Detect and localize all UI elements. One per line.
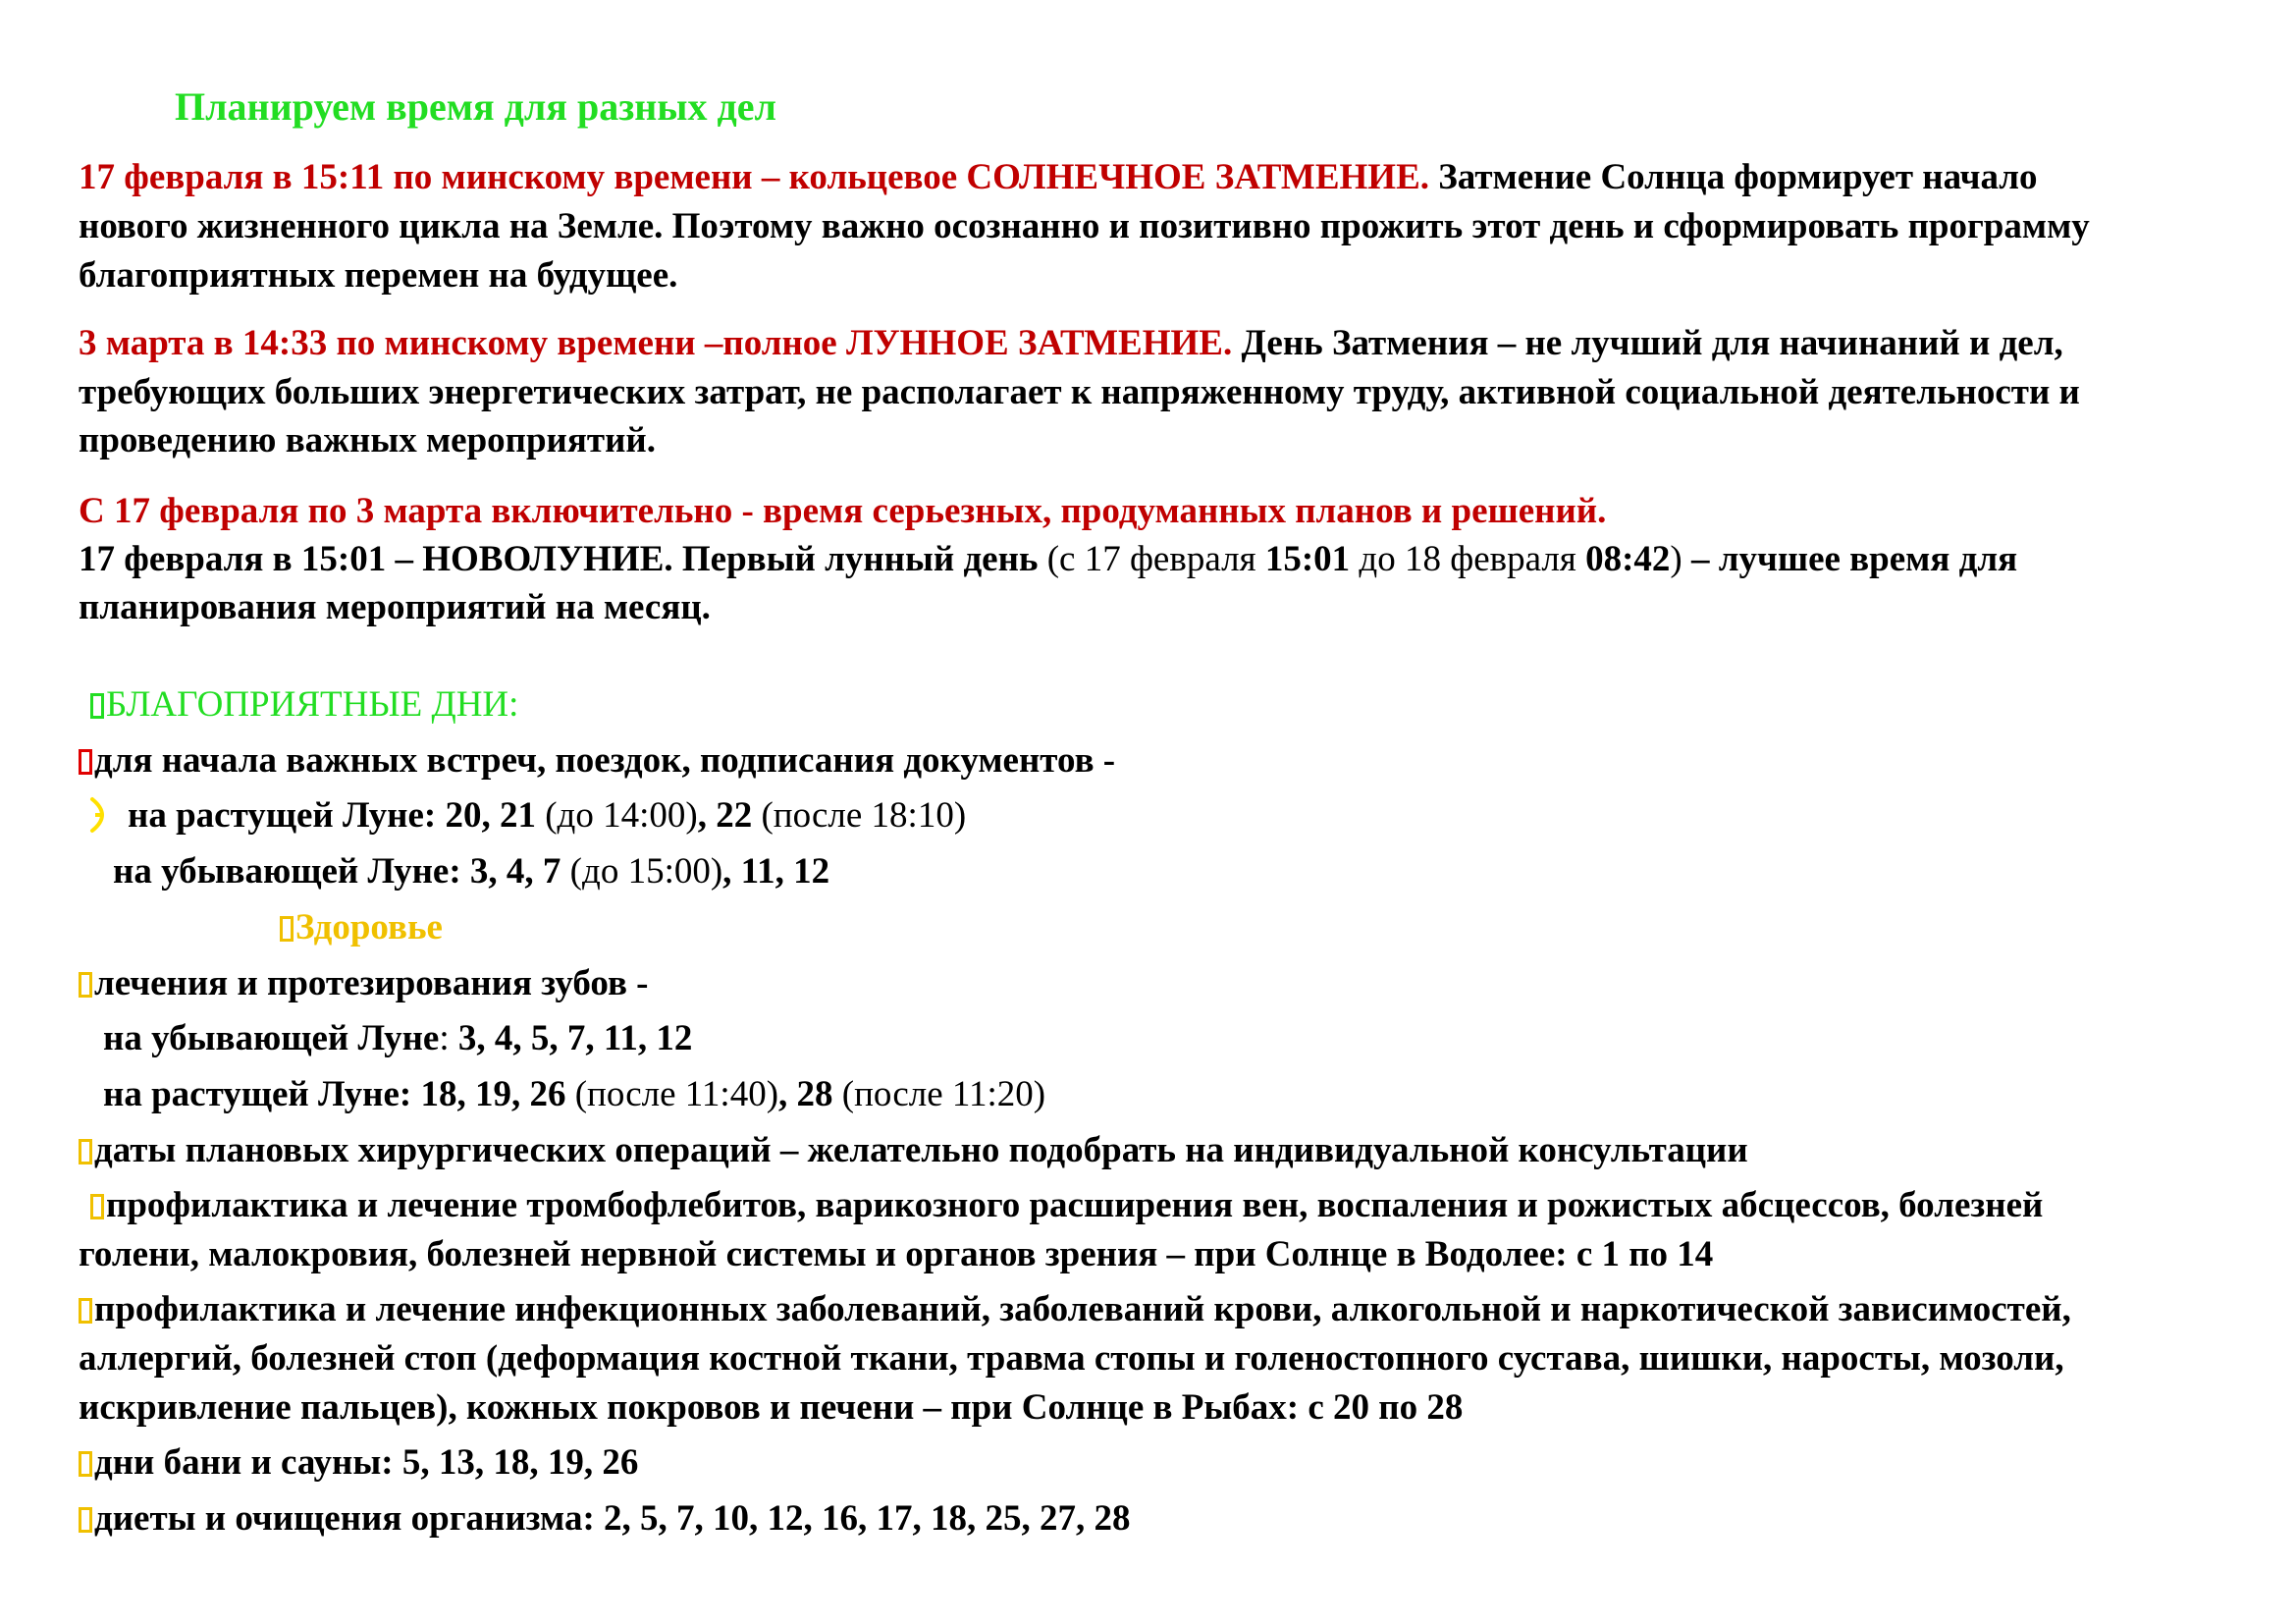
meetings-waxing-moon: на растущей Луне: 20, 21 (до 14:00), 22 (после 18:10) bbox=[88, 791, 966, 840]
teeth-waning-moon: на убывающей Луне: 3, 4, 5, 7, 11, 12 bbox=[103, 1018, 693, 1058]
solar-eclipse-line-1: 17 февраля в 15:11 по минскому времени – кольцевое СОЛНЕЧНОЕ ЗАТМЕНИЕ. Затмение Солнца формирует начало bbox=[79, 157, 2038, 197]
lunar-eclipse-line-1: 3 марта в 14:33 по минскому времени –полное ЛУННОЕ ЗАТМЕНИЕ. День Затмения – не лучший для начинаний и дел, bbox=[79, 323, 2063, 363]
surgery-note: даты плановых хирургических операций – желательно подобрать на индивидуальной консультации bbox=[79, 1126, 1748, 1175]
health-header: Здоровье bbox=[280, 903, 443, 952]
square-bullet-icon bbox=[90, 1194, 104, 1219]
lunar-eclipse-line-3: проведению важных мероприятий. bbox=[79, 420, 656, 460]
square-bullet-icon bbox=[79, 1139, 92, 1164]
prevention-aquarius-line-2: голени, малокровия, болезней нервной системы и органов зрения – при Солнце в Водолее: с 1 по 14 bbox=[79, 1234, 1714, 1274]
prevention-aquarius-line-1: профилактика и лечение тромбофлебитов, варикозного расширения вен, воспаления и рожистых абсцессов, болезней bbox=[90, 1181, 2043, 1230]
square-bullet-icon bbox=[79, 1451, 92, 1477]
sauna-days: дни бани и сауны: 5, 13, 18, 19, 26 bbox=[79, 1438, 638, 1488]
square-bullet-icon bbox=[90, 693, 104, 719]
favorable-days-header: БЛАГОПРИЯТНЫЕ ДНИ: bbox=[90, 680, 518, 730]
solar-eclipse-line-3: благоприятных перемен на будущее. bbox=[79, 255, 678, 296]
prevention-pisces-line-1: профилактика и лечение инфекционных заболеваний, заболеваний крови, алкогольной и наркотической зависимостей, bbox=[79, 1285, 2071, 1334]
square-bullet-icon bbox=[79, 972, 92, 998]
square-bullet-icon bbox=[79, 1298, 92, 1324]
teeth-label: лечения и протезирования зубов - bbox=[79, 959, 649, 1008]
square-bullet-icon bbox=[280, 916, 294, 942]
solar-eclipse-date: 17 февраля в 15:11 по минскому времени – кольцевое СОЛНЕЧНОЕ ЗАТМЕНИЕ. bbox=[79, 157, 1430, 197]
page-title: Планируем время для разных дел bbox=[175, 84, 776, 129]
new-moon-line-2: планирования мероприятий на месяц. bbox=[79, 587, 711, 627]
lunar-eclipse-date: 3 марта в 14:33 по минскому времени –полное ЛУННОЕ ЗАТМЕНИЕ. bbox=[79, 323, 1233, 363]
square-bullet-icon bbox=[79, 1507, 92, 1533]
crescent-moon-icon bbox=[88, 795, 114, 835]
prevention-pisces-line-3: искривление пальцев), кожных покровов и печени – при Солнце в Рыбах: с 20 по 28 bbox=[79, 1387, 1464, 1428]
teeth-waxing-moon: на растущей Луне: 18, 19, 26 (после 11:40), 28 (после 11:20) bbox=[103, 1074, 1046, 1114]
solar-eclipse-line-2: нового жизненного цикла на Земле. Поэтому важно осознанно и позитивно прожить этот день и сформировать программу bbox=[79, 206, 2090, 246]
diet-days: диеты и очищения организма: 2, 5, 7, 10, 12, 16, 17, 18, 25, 27, 28 bbox=[79, 1494, 1131, 1543]
meetings-waning-moon: на убывающей Луне: 3, 4, 7 (до 15:00), 11, 12 bbox=[113, 851, 830, 892]
square-bullet-icon bbox=[79, 749, 92, 775]
lunar-eclipse-line-2: требующих больших энергетических затрат, не располагает к напряженному труду, активной социальной деятельности и bbox=[79, 372, 2080, 412]
planning-period: С 17 февраля по 3 марта включительно - время серьезных, продуманных планов и решений. bbox=[79, 491, 1607, 531]
prevention-pisces-line-2: аллергий, болезней стоп (деформация костной ткани, травма стопы и голеностопного сустава, шишки, наросты, мозоли, bbox=[79, 1338, 2064, 1379]
meetings-label: для начала важных встреч, поездок, подписания документов - bbox=[79, 736, 1115, 785]
new-moon-line-1: 17 февраля в 15:01 – НОВОЛУНИЕ. Первый лунный день (с 17 февраля 15:01 до 18 февраля 08:42) – лучшее время для bbox=[79, 539, 2018, 579]
